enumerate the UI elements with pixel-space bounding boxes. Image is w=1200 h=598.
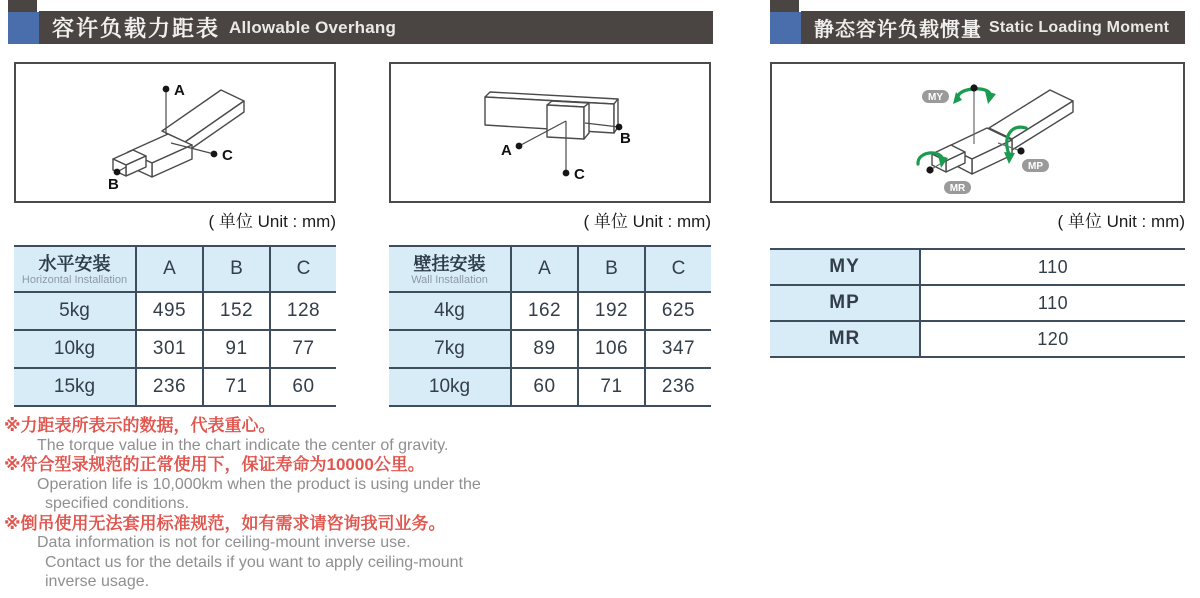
- point-a-label: A: [174, 82, 185, 99]
- col-header-b: B: [578, 246, 645, 292]
- note-en: Data information is not for ceiling-mount inverse use.: [37, 534, 411, 551]
- point-b-label: B: [620, 130, 631, 147]
- value-c: 77: [270, 330, 336, 368]
- value-c: 347: [645, 330, 711, 368]
- point-c-dot: [563, 170, 570, 177]
- note-en: specified conditions.: [45, 495, 190, 512]
- table-row: [389, 330, 711, 368]
- point-b-label: B: [108, 176, 119, 193]
- value-b: 91: [203, 330, 270, 368]
- value-a: 236: [136, 368, 203, 406]
- value-a: 60: [511, 368, 578, 406]
- point-b-dot: [114, 169, 121, 176]
- static-moment-table: [770, 248, 1185, 358]
- header-title-en: Allowable Overhang: [229, 17, 397, 37]
- row-header-zh: 水平安装: [38, 253, 111, 274]
- col-header-c: C: [645, 246, 711, 292]
- rail-body: [932, 90, 1073, 174]
- row-header-cell: [389, 246, 511, 292]
- table-row: [770, 249, 1185, 285]
- value-c: 128: [270, 292, 336, 330]
- value-c: 60: [270, 368, 336, 406]
- table-row: [389, 368, 711, 406]
- table-header-row: [14, 246, 336, 292]
- row-header-en: Wall Installation: [411, 273, 488, 286]
- header-accent-square: [8, 12, 39, 44]
- rail-body: [485, 92, 618, 139]
- unit-label: ( 单位 Unit : mm): [208, 212, 336, 231]
- header-title-zh: 容许负载力距表: [52, 16, 221, 41]
- moment-rail-drawing: [772, 64, 1183, 201]
- point-c-dot: [211, 151, 218, 158]
- col-header-a: A: [136, 246, 203, 292]
- static-loading-moment-header: [770, 0, 1185, 44]
- row-header-zh: 壁挂安装: [413, 253, 486, 274]
- header-title-zh: 静态容许负载惯量: [814, 19, 982, 41]
- note-en: inverse usage.: [45, 573, 150, 590]
- horizontal-rail-drawing: [16, 64, 334, 201]
- moment-label: MR: [770, 321, 920, 357]
- wall-rail-drawing: [391, 64, 709, 201]
- load-cell: 10kg: [14, 330, 136, 368]
- table-row: [14, 292, 336, 330]
- moment-value: 120: [920, 321, 1185, 357]
- value-b: 106: [578, 330, 645, 368]
- unit-label: ( 单位 Unit : mm): [583, 212, 711, 231]
- load-cell: 7kg: [389, 330, 511, 368]
- table-row: [770, 321, 1185, 357]
- value-b: 192: [578, 292, 645, 330]
- moment-value: 110: [920, 249, 1185, 285]
- header-bar: [39, 11, 713, 44]
- horizontal-installation-table: [14, 245, 336, 407]
- load-cell: 5kg: [14, 292, 136, 330]
- note-en: Contact us for the details if you want to apply ceiling-mount: [45, 553, 463, 571]
- value-a: 162: [511, 292, 578, 330]
- wall-installation-table: [389, 245, 711, 407]
- value-b: 71: [578, 368, 645, 406]
- header-accent-square: [770, 12, 801, 44]
- static-moment-diagram: [770, 62, 1185, 203]
- note-zh: ※倒吊使用无法套用标准规范，如有需求请咨询我司业务。: [4, 513, 446, 533]
- moment-value: 110: [920, 285, 1185, 321]
- table-row: [14, 368, 336, 406]
- footnotes: [4, 416, 764, 592]
- point-a-label: A: [501, 142, 512, 159]
- mp-axis-dot: [1017, 147, 1024, 154]
- my-axis-dot: [970, 84, 977, 91]
- value-c: 625: [645, 292, 711, 330]
- row-header-cell: [14, 246, 136, 292]
- value-a: 495: [136, 292, 203, 330]
- moment-label: MY: [770, 249, 920, 285]
- point-a-dot: [516, 143, 523, 150]
- wall-installation-diagram: [389, 62, 711, 203]
- note-zh: ※力距表所表示的数据，代表重心。: [4, 416, 276, 435]
- my-label: MY: [928, 92, 943, 103]
- point-c-label: C: [222, 147, 233, 164]
- allowable-overhang-header: [8, 0, 713, 44]
- col-header-a: A: [511, 246, 578, 292]
- mr-axis-dot: [926, 166, 933, 173]
- table-row: [14, 330, 336, 368]
- note-en: Operation life is 10,000km when the product is using under the: [37, 475, 481, 493]
- load-cell: 4kg: [389, 292, 511, 330]
- load-cell: 15kg: [14, 368, 136, 406]
- unit-label: ( 单位 Unit : mm): [1057, 212, 1185, 231]
- header-title-en: Static Loading Moment: [989, 18, 1170, 36]
- load-cell: 10kg: [389, 368, 511, 406]
- note-en: The torque value in the chart indicate the center of gravity.: [37, 436, 449, 454]
- header-bar: [801, 11, 1185, 44]
- mp-label: MP: [1028, 161, 1043, 172]
- horizontal-installation-diagram: [14, 62, 336, 203]
- value-c: 236: [645, 368, 711, 406]
- value-a: 89: [511, 330, 578, 368]
- value-b: 152: [203, 292, 270, 330]
- row-header-en: Horizontal Installation: [21, 273, 128, 286]
- mr-label: MR: [949, 183, 966, 194]
- value-b: 71: [203, 368, 270, 406]
- table-header-row: [389, 246, 711, 292]
- note-zh: ※符合型录规范的正常使用下，保证寿命为10000公里。: [4, 455, 425, 474]
- point-c-label: C: [574, 166, 585, 183]
- col-header-b: B: [203, 246, 270, 292]
- moment-label: MP: [770, 285, 920, 321]
- table-row: [770, 285, 1185, 321]
- value-a: 301: [136, 330, 203, 368]
- col-header-c: C: [270, 246, 336, 292]
- point-a-dot: [163, 86, 170, 93]
- table-row: [389, 292, 711, 330]
